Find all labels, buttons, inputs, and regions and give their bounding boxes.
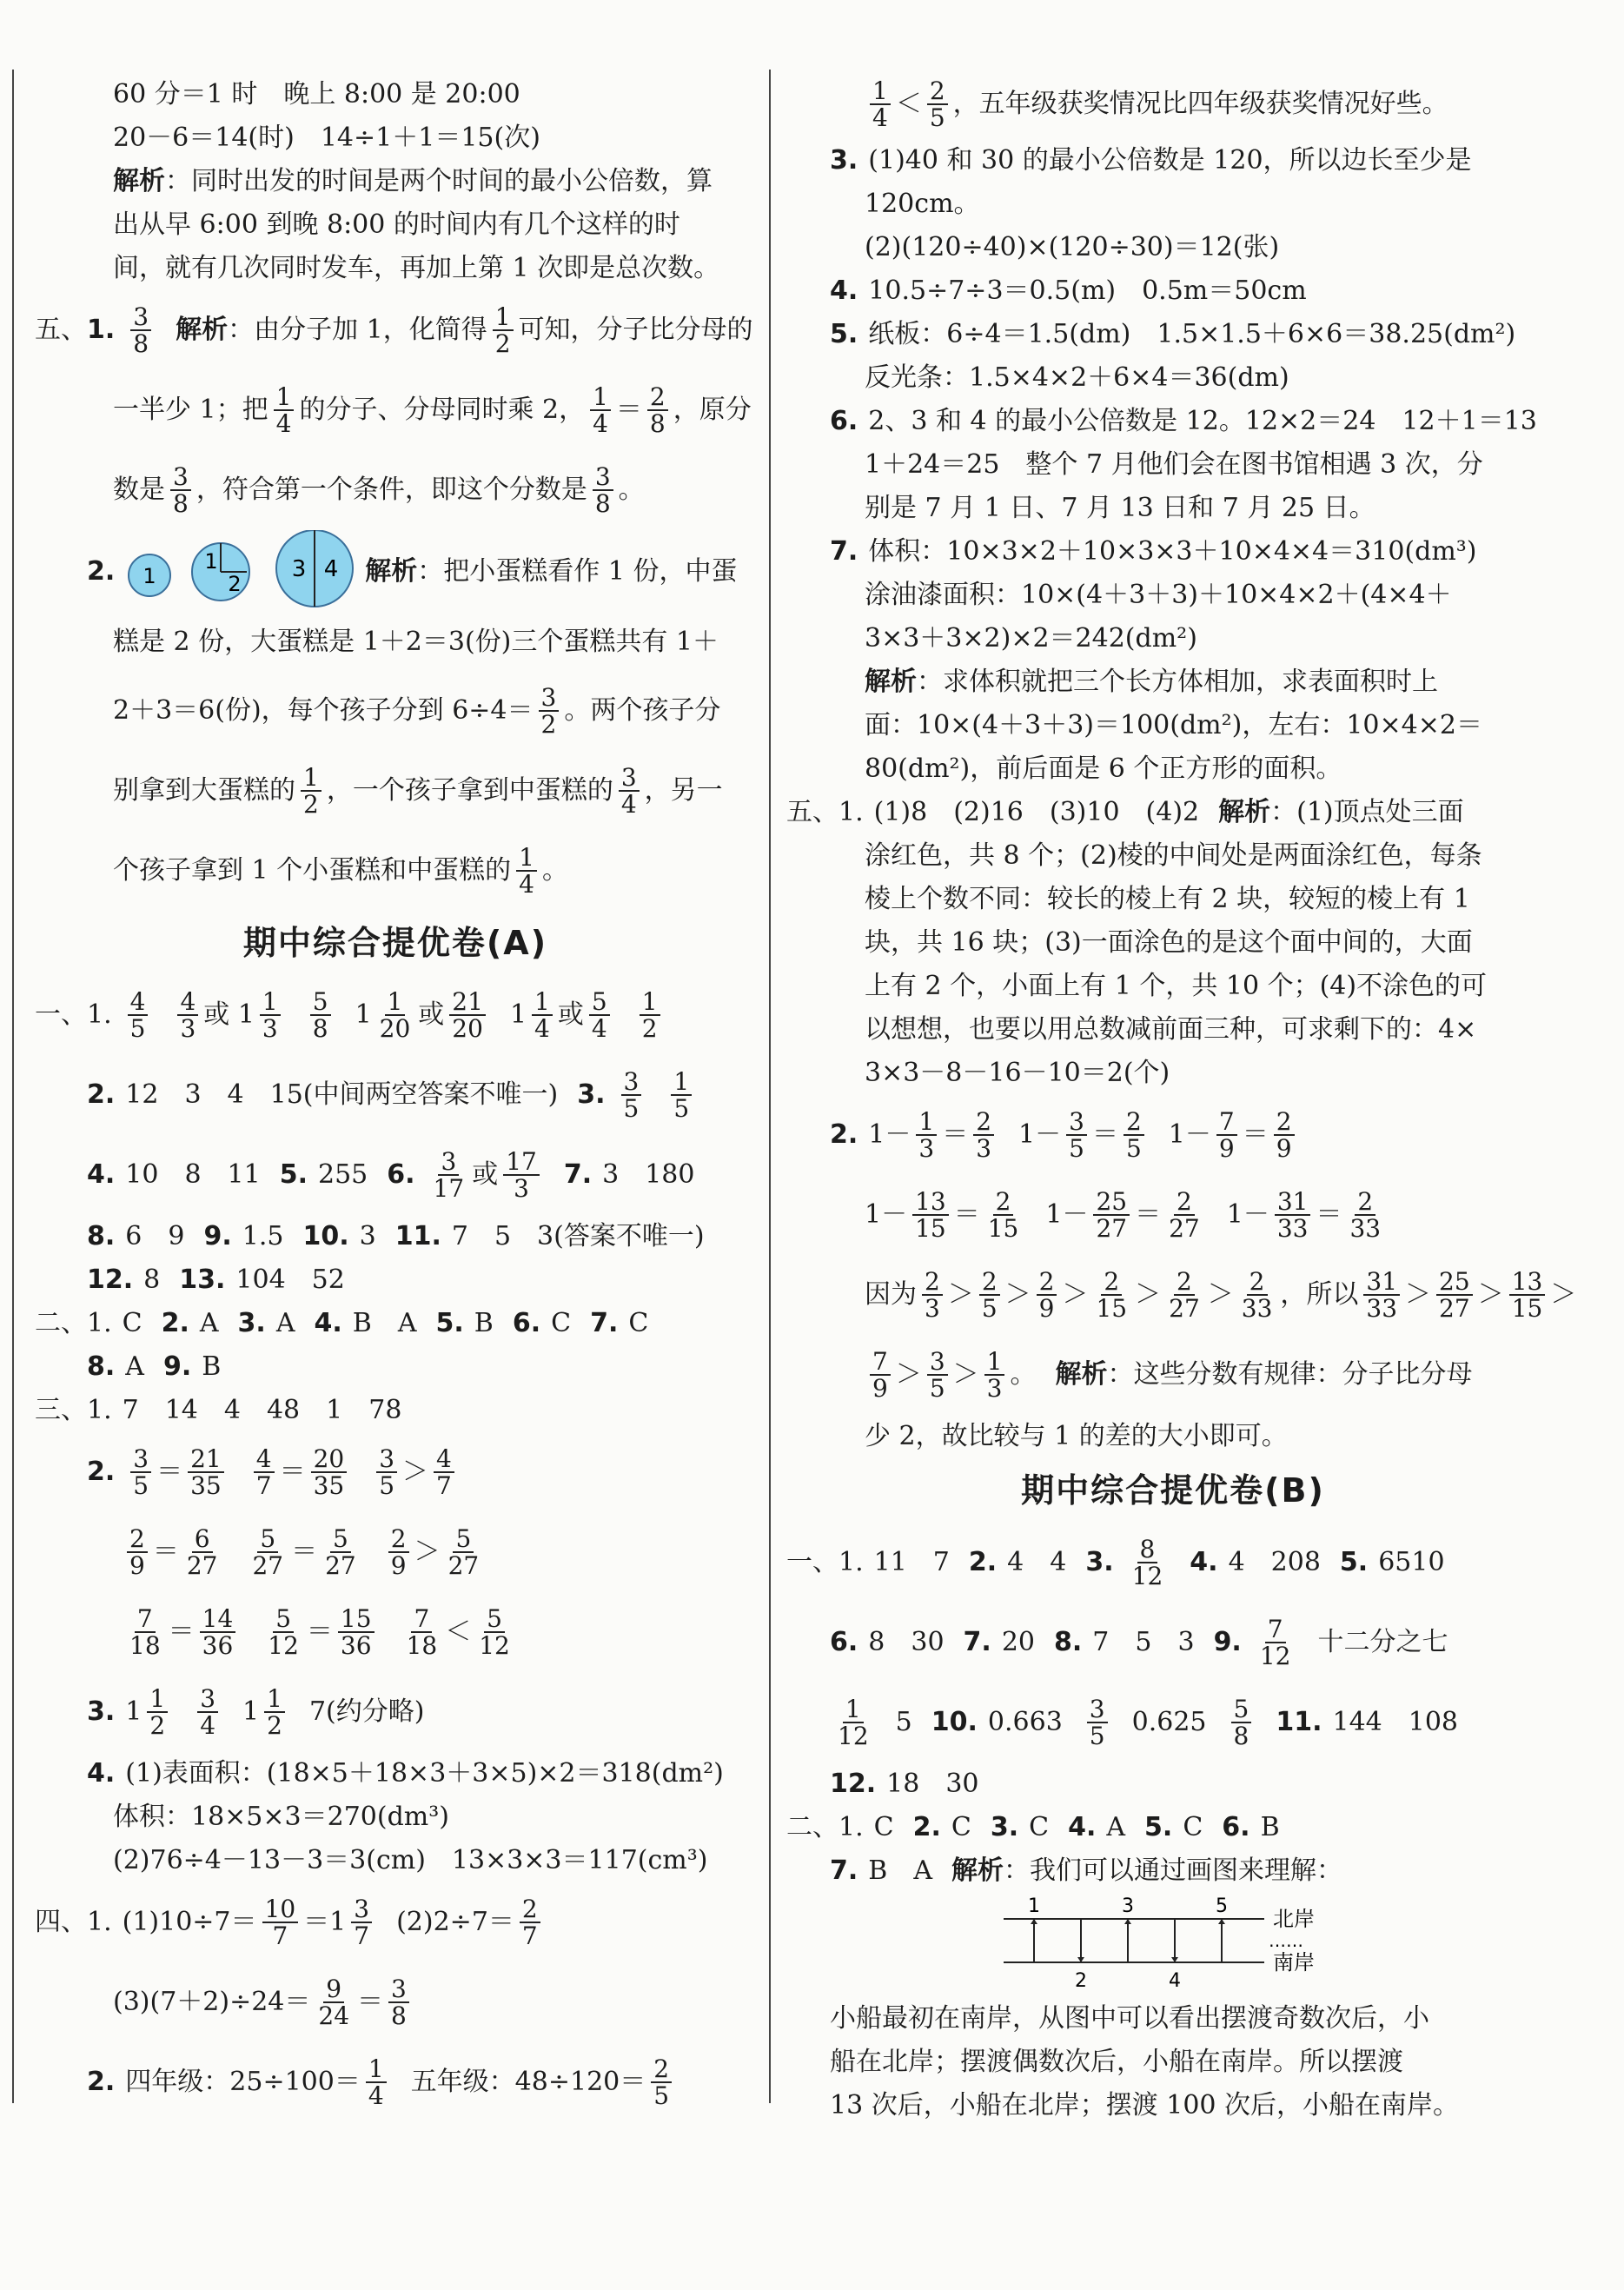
text-line: 以想想，也要以用总数减前面三种，可求剩下的：4× xyxy=(865,1014,1477,1045)
fraction: $\frac{3}{5}$ xyxy=(927,1349,948,1402)
fraction: $\frac{7}{18}$ xyxy=(406,1603,438,1660)
answer-a-s3: 三、1. 7 14 4 48 1 78 xyxy=(35,1395,402,1425)
answer-r-s5: 五、1. (1)8 (2)16 (3)10 (4)2 解析 ：(1)顶点处三面 xyxy=(786,797,1464,827)
analysis-line: 解析 ：求体积就把三个长方体相加，求表面积时上 xyxy=(865,667,1438,697)
fraction: $\frac{14}{36}$ xyxy=(200,1606,236,1659)
fraction: $\frac{5}{12}$ xyxy=(479,1603,510,1660)
fraction: $\frac{3}{8}$ xyxy=(593,464,613,517)
text-line: 20－6＝14(时) 14÷1＋1＝15(次) xyxy=(113,123,540,153)
ellipsis: …… xyxy=(1269,1930,1303,1951)
answer-r6: 6. 2、3 和 4 的最小公倍数是 12。12×2＝24 12＋1＝13 xyxy=(830,406,1537,436)
text-line: 120cm。 xyxy=(865,189,980,219)
comparison-row: 2. $\frac{3}{5}$ ＝ $\frac{21}{35}$ $\frac{4}{7}$ ＝ $\frac{20}{35}$ $\frac{3}{5}$ ＞ $\frac{4}{7}$ xyxy=(35,1432,756,1512)
whole-number: 1 xyxy=(1045,1199,1063,1230)
analysis-line: 解析 ：同时出发的时间是两个时间的最小公倍数，算 xyxy=(113,166,713,196)
answer-a2: 2. 12 3 4 15(中间两空答案不唯一) 3. $\frac{3}{5}$ $\frac{1}{5}$ xyxy=(35,1055,756,1135)
ferry-diagram xyxy=(1004,1893,1369,1995)
fraction: $\frac{3}{5}$ xyxy=(1066,1109,1087,1162)
text-line: 间，就有几次同时发车，再加上第 1 次即是总次数。 xyxy=(113,253,720,283)
text-line: 3×3－8－16－10＝2(个) xyxy=(865,1058,1170,1088)
operator: － xyxy=(881,1199,908,1230)
analysis-keyword: 解析 xyxy=(1055,1359,1108,1390)
left-column xyxy=(35,73,756,2122)
fraction: $\frac{2}{33}$ xyxy=(1241,1266,1273,1323)
comparison-chain xyxy=(830,1255,1577,1335)
text-line: 别是 7 月 1 日、7 月 13 日和 7 月 25 日。 xyxy=(865,493,1375,523)
operator: ＝ xyxy=(1135,1199,1162,1230)
fraction: $\frac{7}{9}$ xyxy=(1216,1109,1237,1162)
operator: ＞ xyxy=(895,1359,922,1390)
operator: ＞ xyxy=(1477,1279,1504,1310)
text-line: 出从早 6:00 到晚 8:00 的时间内有几个这样的时 xyxy=(113,209,680,240)
fraction: $\frac{31}{33}$ xyxy=(1363,1269,1400,1322)
text-line: 面：10×(4＋3＋3)＝100(dm²)，左右：10×4×2＝ xyxy=(865,710,1482,740)
answer-b6: 6. 8 30 7. 20 8. 7 5 3 9. $\frac{7}{12}$ 十二分之七 xyxy=(830,1614,1448,1670)
answer-r0: $\frac{1}{4}$ ＜ $\frac{2}{5}$ ，五年级获奖情况比四年级获奖情况好些。 xyxy=(830,70,1516,139)
text-line: (2)76÷4－13－3＝3(cm) 13×3×3＝117(cm³) xyxy=(113,1845,708,1875)
answer-a-s3-3: 3. 1 $\frac{1}{2}$ $\frac{3}{4}$ 1 $\frac{1}{2}$ 7(约分略) xyxy=(87,1683,425,1740)
ferry-diagram-wrap xyxy=(830,1893,1516,1997)
trip-label: 5 xyxy=(1216,1895,1228,1917)
fraction: $\frac{15}{36}$ xyxy=(338,1606,375,1659)
right-column xyxy=(786,70,1577,2127)
answer-a-s3-4-line1: 4. (1)表面积：(18×5＋18×3＋3×5)×2＝318(dm²) xyxy=(87,1758,724,1789)
operator: ＝ xyxy=(1242,1119,1269,1150)
operator: ＝ xyxy=(156,1457,183,1487)
fraction: $\frac{2}{3}$ xyxy=(922,1269,943,1322)
operator: ＞ xyxy=(1004,1279,1031,1310)
text-line: 船在北岸；摆渡偶数次后，小船在南岸。所以摆渡 xyxy=(830,2047,1403,2077)
fraction: $\frac{21}{35}$ xyxy=(188,1446,224,1499)
fraction: $\frac{2}{27}$ xyxy=(1169,1266,1200,1323)
fraction: $\frac{2}{5}$ xyxy=(1124,1109,1144,1162)
text-line: (2)(120÷40)×(120÷30)＝12(张) xyxy=(865,232,1280,262)
fraction: $\frac{1}{4}$ xyxy=(590,384,611,437)
small-cake-label: 1 xyxy=(143,564,156,588)
comparison-row xyxy=(35,1592,756,1672)
whole-number: 1 xyxy=(1226,1199,1243,1230)
operator: ＞ xyxy=(1405,1279,1432,1310)
fraction: $\frac{31}{33}$ xyxy=(1275,1189,1311,1242)
south-bank-label: 南岸 xyxy=(1273,1950,1315,1975)
trip-label: 3 xyxy=(1122,1895,1134,1917)
fraction: $\frac{5}{27}$ xyxy=(447,1523,480,1580)
answer-5-1-line1: 五、 1. $\frac{3}{8}$ 解析 ：由分子加 1，化简得 $\frac{1}{2}$ 可知，分子比分母的 xyxy=(35,302,753,358)
operator: ＜ xyxy=(445,1616,472,1647)
text-line: 13 次后，小船在北岸；摆渡 100 次后，小船在南岸。 xyxy=(830,2090,1460,2121)
fraction: $\frac{13}{15}$ xyxy=(1509,1269,1546,1322)
cake-diagram xyxy=(125,530,360,614)
operator: ＞ xyxy=(947,1279,974,1310)
fraction: $\frac{2}{9}$ xyxy=(1274,1109,1295,1162)
medium-cake-label-b: 2 xyxy=(228,572,242,596)
text-line: 3×3＋3×2)×2＝242(dm²) xyxy=(865,623,1197,654)
operator: ＝ xyxy=(306,1616,333,1647)
fraction: $\frac{1}{4}$ xyxy=(274,384,295,437)
text-line: 块，共 16 块；(3)一面涂色的是这个面中间的，大面 xyxy=(865,927,1473,958)
trip-label: 2 xyxy=(1075,1970,1087,1992)
fraction: $\frac{2}{3}$ xyxy=(973,1109,994,1162)
answer-a-s4-2: 2. 四年级：25÷100＝ $\frac{1}{4}$ 五年级：48÷120＝ $\frac{2}{5}$ xyxy=(35,2042,756,2122)
answer-5-2-line3: 2＋3＝6(份)，每个孩子分到 6÷4＝ $\frac{3}{2}$ 。两个孩子分 xyxy=(113,682,721,739)
operator: － xyxy=(1035,1119,1062,1150)
operator: ＞ xyxy=(952,1359,979,1390)
whole-number: 1 xyxy=(865,1199,882,1230)
operator: ＝ xyxy=(152,1537,179,1567)
text-line: 上有 2 个，小面上有 1 个，共 10 个；(4)不涂色的可 xyxy=(865,971,1488,1001)
section-title-b: 期中综合提优卷(B) xyxy=(1021,1471,1325,1510)
fraction: $\frac{2}{27}$ xyxy=(1169,1186,1200,1243)
operator: － xyxy=(885,1119,911,1150)
analysis-text: ：这些分数有规律：分子比分母 xyxy=(1107,1359,1473,1390)
text-line: 60 分＝1 时 晚上 8:00 是 20:00 xyxy=(113,79,520,110)
answer-a1: 一、1. $\frac{4}{5}$ $\frac{4}{3}$ 或 1 $\frac{1}{3}$ $\frac{5}{8}$ 1 $\frac{1}{20}$ 或 $\frac{21}{20}$ 1 $\frac{1}{4}$ 或 $\frac{5}{4}$ $\frac{1}{2}$ xyxy=(35,975,756,1055)
answer-b1: 一、1. 11 7 2. 4 4 3. $\frac{8}{12}$ 4. 4 208 5. 6510 xyxy=(786,1534,1445,1590)
operator: ＞ xyxy=(414,1537,441,1567)
period: 。 xyxy=(1010,1359,1037,1390)
fraction: $\frac{25}{27}$ xyxy=(1436,1269,1473,1322)
fraction: $\frac{1}{3}$ xyxy=(916,1109,937,1162)
answer-a-s4-1: 四、1. (1)10÷7＝ $\frac{10}{7}$ ＝1 $\frac{3}{7}$ (2)2÷7＝ $\frac{2}{7}$ xyxy=(35,1882,756,1962)
fraction: $\frac{2}{9}$ xyxy=(1037,1269,1057,1322)
answer-a-s4-1b: (3)(7＋2)÷24＝ $\frac{9}{24}$ ＝ $\frac{3}{8}$ xyxy=(35,1962,756,2042)
text-line: 少 2，故比较与 1 的差的大小即可。 xyxy=(865,1421,1288,1451)
whole-number: 1 xyxy=(868,1119,885,1150)
operator: ＝ xyxy=(1091,1119,1118,1150)
fraction: $\frac{4}{7}$ xyxy=(254,1446,275,1499)
answer-a-s2b: 8. A 9. B xyxy=(87,1351,222,1382)
operator: － xyxy=(1243,1199,1269,1230)
so-label: ，所以 xyxy=(1280,1279,1359,1310)
fraction: $\frac{2}{15}$ xyxy=(1096,1266,1128,1323)
operator: ＝ xyxy=(953,1199,980,1230)
fraction: $\frac{3}{5}$ xyxy=(130,1446,151,1499)
fraction: $\frac{13}{15}$ xyxy=(912,1189,949,1242)
whole-number: 1 xyxy=(1168,1119,1185,1150)
fraction: $\frac{5}{12}$ xyxy=(268,1603,299,1660)
answer-r5: 5. 纸板：6÷4＝1.5(dm) 1.5×1.5＋6×6＝38.25(dm²) xyxy=(830,319,1516,349)
text-line: 涂红色，共 8 个；(2)棱的中间处是两面涂红色，每条 xyxy=(865,840,1482,871)
whole-number: 1 xyxy=(1018,1119,1036,1150)
fraction: $\frac{1}{3}$ xyxy=(984,1349,1005,1402)
medium-cake-label-a: 1 xyxy=(204,549,218,574)
answer-r7: 7. 体积：10×3×2＋10×3×3＋10×4×4＝310(dm³) xyxy=(830,536,1477,567)
operator: ＝ xyxy=(942,1119,969,1150)
fraction: $\frac{1}{2}$ xyxy=(493,304,514,357)
trip-label: 1 xyxy=(1028,1895,1040,1917)
fraction: $\frac{3}{8}$ xyxy=(130,304,151,357)
operator: ＞ xyxy=(1207,1279,1234,1310)
operator: ＝ xyxy=(168,1616,195,1647)
text-line: 小船最初在南岸，从图中可以看出摆渡奇数次后，小 xyxy=(830,2003,1429,2034)
answer-b12: 12. 18 30 xyxy=(830,1769,979,1799)
fraction: $\frac{2}{9}$ xyxy=(127,1526,148,1579)
fraction: $\frac{2}{15}$ xyxy=(987,1186,1019,1243)
operator: ＝ xyxy=(279,1457,306,1487)
answer-a-s3-2 xyxy=(35,1432,756,1672)
comparison-chain-cont xyxy=(830,1335,1516,1415)
fraction: $\frac{2}{5}$ xyxy=(979,1269,1000,1322)
answer-5-2-line1: 2. 1 1 2 3 4 解析 ：把小蛋糕看作 1 份，中蛋 xyxy=(35,530,756,614)
fraction: $\frac{25}{27}$ xyxy=(1093,1189,1130,1242)
fraction: $\frac{2}{8}$ xyxy=(647,384,668,437)
fraction: $\frac{2}{33}$ xyxy=(1349,1186,1382,1243)
fraction: $\frac{5}{27}$ xyxy=(252,1523,284,1580)
answer-b7: 7. B A 解析 ：我们可以通过画图来理解： xyxy=(830,1855,1342,1886)
operator: ＞ xyxy=(402,1457,429,1487)
text-line: 糕是 2 份，大蛋糕是 1＋2＝3(份)三个蛋糕共有 1＋ xyxy=(113,627,719,657)
because-label: 因为 xyxy=(865,1279,917,1310)
fraction: $\frac{1}{2}$ xyxy=(301,765,321,818)
answer-r4: 4. 10.5÷7÷3＝0.5(m) 0.5m＝50cm xyxy=(830,275,1307,306)
fraction: $\frac{5}{27}$ xyxy=(325,1523,356,1580)
answer-a4: 4. 10 8 11 5. 255 6. $\frac{3}{17}$ 或 $\frac{17}{3}$ 7. 3 180 xyxy=(87,1146,695,1203)
operator: ＞ xyxy=(1550,1279,1577,1310)
section-title-a: 期中综合提优卷(A) xyxy=(242,924,548,962)
text-line: 棱上个数不同：较长的棱上有 2 块，较短的棱上有 1 xyxy=(865,884,1470,914)
answer-r3: 3. (1)40 和 30 的最小公倍数是 120，所以边长至少是 xyxy=(830,145,1472,176)
text-line: 1＋24＝25 整个 7 月他们会在图书馆相遇 3 次，分 xyxy=(865,449,1483,480)
fraction: $\frac{3}{5}$ xyxy=(376,1446,397,1499)
operator: ＞ xyxy=(1135,1279,1162,1310)
fraction: $\frac{4}{7}$ xyxy=(434,1446,454,1499)
fraction: $\frac{20}{35}$ xyxy=(311,1446,348,1499)
fraction: $\frac{2}{9}$ xyxy=(388,1526,409,1579)
operator: ＞ xyxy=(1062,1279,1089,1310)
text-line: 反光条：1.5×4×2＋6×4＝36(dm) xyxy=(865,362,1289,393)
operator: － xyxy=(1062,1199,1089,1230)
answer-5-2-line5: 个孩子拿到 1 个小蛋糕和中蛋糕的 $\frac{1}{4}$ 。 xyxy=(113,842,568,899)
text-line: 80(dm²)，前后面是 6 个正方形的面积。 xyxy=(865,753,1342,784)
operator: － xyxy=(1184,1119,1211,1150)
answer-a8: 8. 6 9 9. 1.5 10. 3 11. 7 5 3(答案不唯一) xyxy=(87,1221,705,1251)
fraction: $\frac{6}{27}$ xyxy=(186,1523,218,1580)
column-divider xyxy=(769,70,771,2103)
subtraction-row xyxy=(830,1175,1516,1255)
trip-label: 4 xyxy=(1169,1970,1181,1992)
comparison-row xyxy=(35,1512,756,1592)
north-bank-label: 北岸 xyxy=(1273,1907,1315,1931)
answer-5-2-line4: 别拿到大蛋糕的 $\frac{1}{2}$ ，一个孩子拿到中蛋糕的 $\frac{3}{4}$ ，另一 xyxy=(113,762,723,819)
operator: ＝ xyxy=(291,1537,318,1567)
left-margin-rule xyxy=(12,70,14,2103)
answer-a-s2: 二、1. C 2. A 3. A 4. B A 5. B 6. C 7. C xyxy=(35,1308,649,1338)
answer-b-frac: $\frac{1}{12}$ 5 10. 0.663 $\frac{3}{5}$ 0.625 $\frac{5}{8}$ 11. 144 108 xyxy=(838,1694,1459,1750)
large-cake-label-a: 3 xyxy=(292,556,307,582)
answer-b-s2: 二、1. C 2. C 3. C 4. A 5. C 6. B xyxy=(786,1812,1280,1842)
fraction: $\frac{3}{4}$ xyxy=(619,765,640,818)
answer-5-1-line2: 一半少 1；把 $\frac{1}{4}$ 的分子、分母同时乘 2， $\frac{1}{4}$ ＝ $\frac{2}{8}$ ，原分 xyxy=(113,382,752,438)
fraction: $\frac{7}{18}$ xyxy=(129,1603,161,1660)
fraction: $\frac{3}{2}$ xyxy=(539,685,560,738)
answer-r-s5-2 xyxy=(830,1095,1577,1458)
text-line: 涂油漆面积：10×(4＋3＋3)＋10×4×2＋(4×4＋ xyxy=(865,580,1452,610)
answer-a12: 12. 8 13. 104 52 xyxy=(87,1264,345,1295)
fraction: $\frac{7}{9}$ xyxy=(870,1349,891,1402)
answer-5-1-line3: 数是 $\frac{3}{8}$ ，符合第一个条件，即这个分数是 $\frac{3}{8}$ 。 xyxy=(113,461,645,518)
large-cake-label-b: 4 xyxy=(324,556,339,582)
text-line: 体积：18×5×3＝270(dm³) xyxy=(113,1802,449,1832)
operator: ＝ xyxy=(1316,1199,1342,1230)
subtraction-row: 2. 1 － $\frac{1}{3}$ ＝ $\frac{2}{3}$ 1 － $\frac{3}{5}$ ＝ $\frac{2}{5}$ 1 － $\frac{7}{9}$ ＝ $\frac{2}{9}$ xyxy=(830,1095,1516,1175)
fraction: $\frac{1}{4}$ xyxy=(516,845,537,898)
fraction: $\frac{3}{8}$ xyxy=(170,464,191,517)
